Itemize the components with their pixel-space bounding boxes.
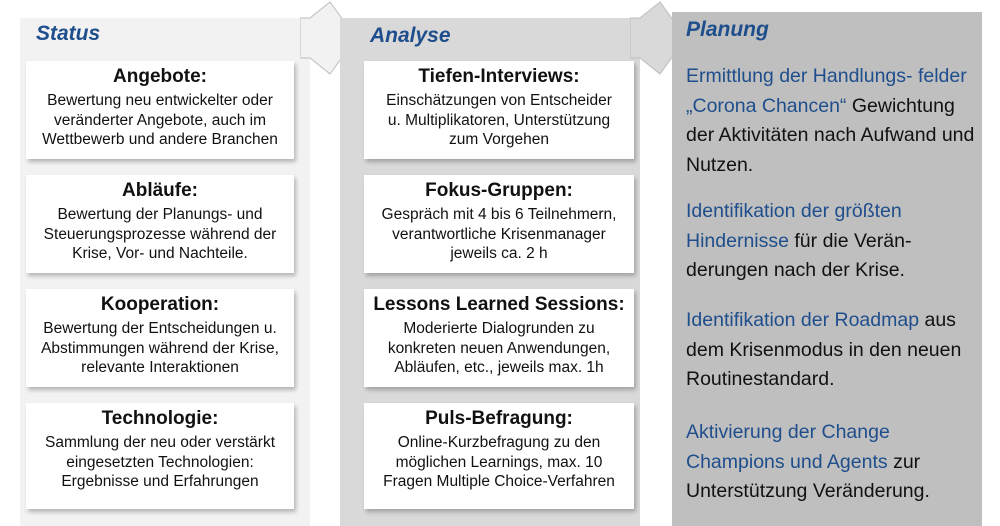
status-card-ablaeufe bbox=[26, 175, 294, 273]
plan-highlight: Aktivierung der Change Champions und Agents bbox=[686, 421, 890, 473]
status-card-angebote bbox=[26, 61, 294, 159]
plan-text: für die Verän- derungen nach der Krise. bbox=[686, 229, 912, 281]
plan-text: Gewichtung der Aktivitäten nach Aufwand und Nutzen. bbox=[686, 94, 975, 176]
status-card-kooperation bbox=[26, 289, 294, 387]
card-body: Moderierte Dialogrunden zu konkreten neuen Anwendungen, Abläufen, etc., jeweils max. 1h bbox=[387, 320, 611, 376]
card-body: Bewertung der Entscheidungen u. Abstimmungen während der Krise, relevante Interaktionen bbox=[41, 320, 279, 376]
analyse-card-puls-befragung bbox=[364, 403, 634, 509]
card-title: Tiefen-Interviews: bbox=[418, 66, 580, 87]
plan-highlight: Identifikation der größten Hindernisse bbox=[686, 200, 902, 252]
analyse-card-tiefen-interviews bbox=[364, 61, 634, 159]
plan-text: aus dem Krisenmodus in den neuen Routinestandard. bbox=[686, 309, 962, 390]
card-title: Puls-Befragung: bbox=[425, 408, 573, 429]
card-title: Abläufe: bbox=[122, 180, 198, 201]
planung-item-change-champions bbox=[686, 418, 976, 507]
plan-highlight: Identifikation der Roadmap bbox=[686, 309, 920, 331]
plan-highlight: Ermittlung der Handlungs- felder „Corona Chancen“ bbox=[686, 65, 967, 117]
status-title: Status bbox=[36, 22, 101, 45]
card-body: Einschätzungen von Entscheider u. Multiplikatoren, Unterstützung zum Vorgehen bbox=[386, 92, 612, 148]
card-title: Lessons Learned Sessions: bbox=[373, 294, 625, 315]
card-body: Bewertung neu entwickelter oder veränderter Angebote, auch im Wettbewerb und andere Branchen bbox=[42, 92, 278, 148]
analyse-card-fokus-gruppen bbox=[364, 175, 634, 273]
card-body: Sammlung der neu oder verstärkt eingesetzten Technologien: Ergebnisse und Erfahrungen bbox=[44, 434, 276, 490]
planung-item-handlungsfelder bbox=[686, 62, 976, 180]
plan-text: zur Unterstützung Veränderung. bbox=[686, 450, 930, 502]
card-body: Gespräch mit 4 bis 6 Teilnehmern, verantwortliche Krisenmanager jeweils ca. 2 h bbox=[381, 206, 617, 262]
analyse-card-lessons-learned bbox=[364, 289, 634, 387]
card-title: Kooperation: bbox=[100, 294, 220, 315]
card-body: Bewertung der Planungs- und Steuerungsprozesse während der Krise, Vor- und Nachteile. bbox=[43, 206, 277, 262]
planung-item-hindernisse bbox=[686, 197, 976, 286]
card-title: Technologie: bbox=[101, 408, 219, 429]
card-title: Angebote: bbox=[113, 66, 207, 87]
card-title: Fokus-Gruppen: bbox=[425, 180, 573, 201]
card-body: Online-Kurzbefragung zu den möglichen Learnings, max. 10 Fragen Multiple Choice-Verfahren bbox=[383, 434, 615, 490]
planung-item-roadmap bbox=[686, 306, 976, 395]
analyse-title: Analyse bbox=[370, 24, 451, 47]
planung-title: Planung bbox=[686, 18, 769, 41]
status-card-technologie bbox=[26, 403, 294, 509]
